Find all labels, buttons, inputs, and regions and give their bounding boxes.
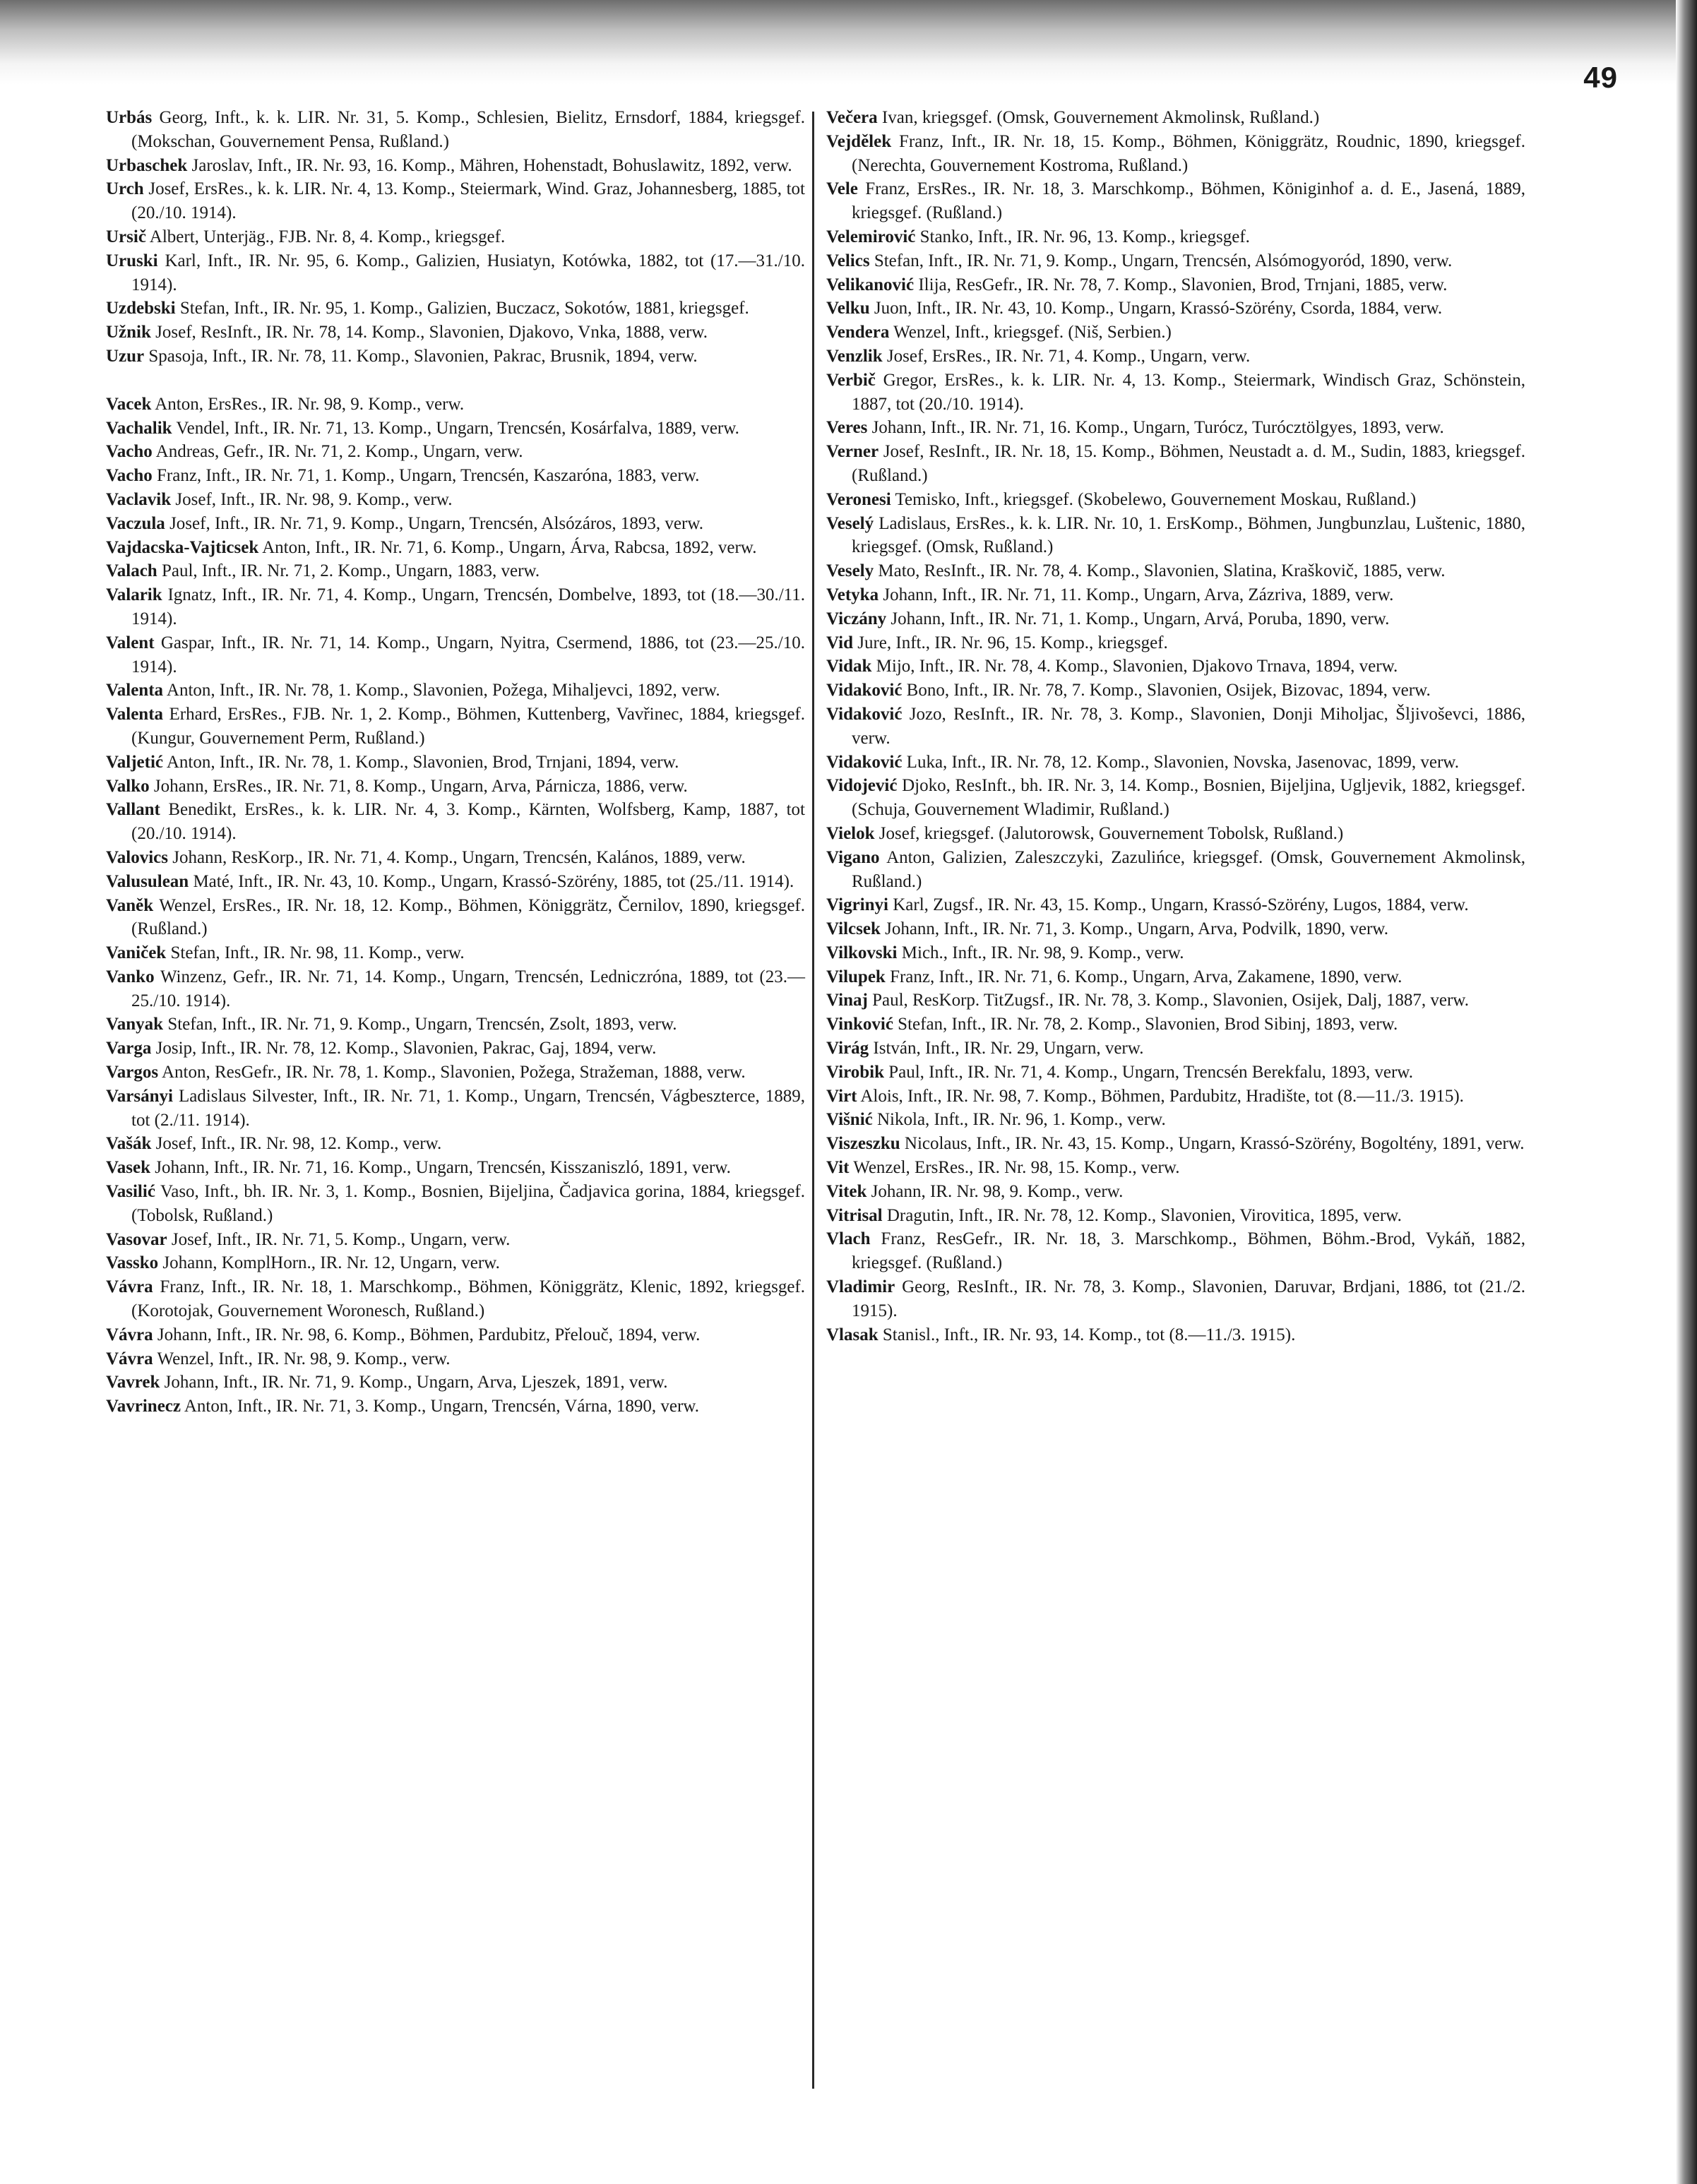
entry-surname: Uruski [106, 251, 158, 270]
roll-entry [826, 512, 1525, 560]
entry-surname: Viszeszku [826, 1134, 900, 1154]
entry-details: Georg, ResInft., IR. Nr. 78, 3. Komp., Slavonien, Daruvar, Brdjani, 1886, tot (21./2. 1915). [852, 1277, 1525, 1320]
roll-entry [826, 631, 1525, 655]
entry-details: Johann, IR. Nr. 98, 9. Komp., verw. [871, 1181, 1124, 1201]
entry-surname: Vid [826, 633, 853, 652]
entry-surname: Vacek [106, 394, 152, 414]
entry-details: Vaso, Inft., bh. IR. Nr. 3, 1. Komp., Bosnien, Bijeljina, Čadjavica gorina, 1884, kriegsgef. (Tobolsk, Rußland.) [131, 1182, 805, 1225]
entry-details: Anton, Inft., IR. Nr. 78, 1. Komp., Slavonien, Požega, Mihaljevci, 1892, verw. [166, 681, 720, 700]
entry-surname: Vigano [826, 847, 880, 867]
entry-details: Temisko, Inft., kriegsgef. (Skobelewo, Gouvernement Moskau, Rußland.) [895, 489, 1417, 509]
entry-details: Djoko, ResInft., bh. IR. Nr. 3, 14. Komp., Bosnien, Bijeljina, Ugljevik, 1882, kriegsgef. (Schuja, Gouvernement Wladimir, Rußland.) [852, 776, 1526, 820]
entry-surname: Urbás [106, 108, 153, 127]
entry-details: Stefan, Inft., IR. Nr. 78, 2. Komp., Slavonien, Brod Sibinj, 1893, verw. [898, 1015, 1398, 1034]
roll-entry [106, 1323, 805, 1347]
entry-details: Anton, Inft., IR. Nr. 71, 6. Komp., Ungarn, Árva, Rabcsa, 1892, verw. [262, 537, 757, 557]
entry-details: Benedikt, ErsRes., k. k. LIR. Nr. 4, 3. Komp., Kärnten, Wolfsberg, Kamp, 1887, tot (20./10. 1914). [131, 800, 805, 844]
entry-surname: Vigrinyi [826, 895, 888, 915]
entry-surname: Vassko [106, 1253, 159, 1273]
roll-entry [106, 965, 805, 1013]
roll-entry [106, 1251, 805, 1275]
entry-details: Johann, ResKorp., IR. Nr. 71, 4. Komp., Ungarn, Trencsén, Kalános, 1889, verw. [172, 847, 746, 867]
roll-entry [106, 106, 805, 154]
entry-details: Anton, Galizien, Zaleszczyki, Zazulińce, kriegsgef. (Omsk, Gouvernement Akmolinsk, Rußland.) [852, 847, 1525, 891]
roll-entry [826, 488, 1525, 512]
right-column [826, 106, 1525, 1347]
entry-surname: Vitrisal [826, 1205, 883, 1225]
roll-entry [826, 1323, 1525, 1347]
entry-surname: Vlasak [826, 1325, 879, 1344]
entry-surname: Velku [826, 299, 870, 318]
roll-entry [106, 559, 805, 583]
entry-details: Albert, Unterjäg., FJB. Nr. 8, 4. Komp., kriegsgef. [149, 227, 506, 246]
entry-details: Johann, Inft., IR. Nr. 71, 11. Komp., Ungarn, Arva, Zázriva, 1889, verw. [883, 585, 1394, 604]
entry-surname: Virobik [826, 1062, 884, 1082]
entry-details: Franz, ResGefr., IR. Nr. 18, 3. Marschkomp., Böhmen, Böhm.-Brod, Vykáň, 1882, kriegsgef. (Rußland.) [852, 1229, 1525, 1273]
entry-surname: Urbaschek [106, 155, 188, 175]
entry-details: Mijo, Inft., IR. Nr. 78, 4. Komp., Slavonien, Djakovo Trnava, 1894, verw. [876, 657, 1398, 676]
roll-entry [106, 297, 805, 321]
page-number: 49 [1583, 61, 1618, 94]
roll-entry [106, 1371, 805, 1395]
roll-entry [826, 297, 1525, 321]
roll-entry [106, 1061, 805, 1085]
roll-entry [826, 703, 1525, 751]
roll-entry [826, 989, 1525, 1013]
entry-details: Anton, ResGefr., IR. Nr. 78, 1. Komp., Slavonien, Požega, Stražeman, 1888, verw. [161, 1063, 746, 1082]
entry-details: Anton, Inft., IR. Nr. 71, 3. Komp., Ungarn, Trencsén, Várna, 1890, verw. [184, 1397, 699, 1416]
entry-details: Ignatz, Inft., IR. Nr. 71, 4. Komp., Ungarn, Trencsén, Dombelve, 1893, tot (18.—30./11. 1914). [131, 585, 805, 628]
entry-details: Stefan, Inft., IR. Nr. 71, 9. Komp., Ungarn, Trencsén, Zsolt, 1893, verw. [167, 1015, 677, 1034]
roll-entry [106, 870, 805, 894]
roll-entry [826, 273, 1525, 297]
entry-surname: Verbič [826, 370, 876, 390]
entry-details: Wenzel, ErsRes., IR. Nr. 18, 12. Komp., Böhmen, Königgrätz, Černilov, 1890, kriegsgef. (Rußland.) [131, 895, 805, 939]
roll-entry [826, 751, 1525, 775]
entry-surname: Vasovar [106, 1229, 167, 1249]
entry-surname: Valarik [106, 585, 162, 605]
entry-surname: Vit [826, 1158, 850, 1178]
entry-surname: Valovics [106, 847, 168, 867]
entry-details: Alois, Inft., IR. Nr. 98, 7. Komp., Böhmen, Pardubitz, Hradište, tot (8.—11./3. 1915). [860, 1086, 1464, 1106]
entry-surname: Veronesi [826, 489, 891, 509]
roll-entry [826, 177, 1525, 225]
roll-entry [826, 655, 1525, 679]
roll-entry [106, 679, 805, 703]
entry-surname: Vasek [106, 1158, 150, 1178]
entry-surname: Valent [106, 633, 155, 652]
entry-surname: Vargos [106, 1063, 159, 1082]
entry-surname: Veres [826, 418, 868, 438]
roll-entry [106, 1037, 805, 1061]
roll-entry [106, 1347, 805, 1371]
roll-entry [826, 1275, 1525, 1323]
entry-surname: Vachalik [106, 418, 172, 438]
entry-details: Ivan, kriegsgef. (Omsk, Gouvernement Akmolinsk, Rußland.) [881, 108, 1320, 127]
entry-surname: Večera [826, 108, 878, 127]
roll-entry [106, 1132, 805, 1156]
entry-surname: Vielok [826, 823, 875, 843]
entry-surname: Vidaković [826, 704, 903, 724]
entry-details: Josef, ResInft., IR. Nr. 78, 14. Komp., Slavonien, Djakovo, Vnka, 1888, verw. [155, 323, 708, 342]
entry-details: Nicolaus, Inft., IR. Nr. 43, 15. Komp., Ungarn, Krassó-Szörény, Bogoltény, 1891, verw. [904, 1134, 1525, 1154]
roll-entry [826, 321, 1525, 345]
entry-surname: Vašák [106, 1134, 152, 1154]
entry-surname: Vetyka [826, 585, 879, 604]
entry-surname: Vanko [106, 967, 155, 986]
entry-surname: Valenta [106, 681, 164, 700]
entry-details: Johann, Inft., IR. Nr. 71, 3. Komp., Ungarn, Arva, Podvilk, 1890, verw. [885, 919, 1388, 939]
roll-entry [106, 417, 805, 441]
entry-details: Josef, Inft., IR. Nr. 98, 12. Komp., verw. [155, 1134, 442, 1154]
roll-entry [106, 440, 805, 464]
entry-details: Wenzel, Inft., IR. Nr. 98, 9. Komp., verw. [157, 1349, 451, 1368]
roll-entry [826, 917, 1525, 941]
roll-entry [826, 1204, 1525, 1228]
entry-details: Franz, Inft., IR. Nr. 71, 1. Komp., Ungarn, Trencsén, Kaszaróna, 1883, verw. [157, 466, 700, 486]
entry-details: Mato, ResInft., IR. Nr. 78, 4. Komp., Slavonien, Slatina, Kraškovič, 1885, verw. [878, 561, 1446, 581]
entry-details: Josef, kriegsgef. (Jalutorowsk, Gouvernement Tobolsk, Rußland.) [879, 823, 1344, 843]
entry-details: Anton, Inft., IR. Nr. 78, 1. Komp., Slavonien, Brod, Trnjani, 1894, verw. [166, 752, 679, 772]
roll-entry [106, 321, 805, 345]
entry-surname: Vinaj [826, 991, 868, 1010]
entry-surname: Vacho [106, 466, 153, 486]
entry-surname: Uzdebski [106, 299, 176, 318]
entry-surname: Užnik [106, 323, 151, 342]
entry-details: Wenzel, ErsRes., IR. Nr. 98, 15. Komp., verw. [853, 1158, 1180, 1178]
entry-details: Franz, Inft., IR. Nr. 71, 6. Komp., Ungarn, Arva, Zakamene, 1890, verw. [890, 967, 1403, 986]
entry-details: Franz, Inft., IR. Nr. 18, 15. Komp., Böhmen, Königgrätz, Roudnic, 1890, kriegsgef. (Nerechta, Gouvernement Kostroma, Rußland.) [852, 131, 1525, 175]
entry-details: Josef, ErsRes., k. k. LIR. Nr. 4, 13. Komp., Steiermark, Wind. Graz, Johannesberg, 1885, tot (20./10. 1914). [131, 179, 805, 223]
entry-surname: Viczány [826, 609, 887, 628]
entry-surname: Virág [826, 1039, 869, 1058]
entry-surname: Vele [826, 179, 858, 199]
roll-entry [106, 1085, 805, 1133]
entry-surname: Virt [826, 1086, 857, 1106]
entry-details: Paul, ResKorp. TitZugsf., IR. Nr. 78, 3. Komp., Slavonien, Osijek, Dalj, 1887, verw. [872, 991, 1469, 1010]
left-column [106, 106, 805, 1419]
entry-details: Mich., Inft., IR. Nr. 98, 9. Komp., verw. [901, 943, 1184, 962]
entry-surname: Vacho [106, 442, 153, 462]
entry-details: Josef, ErsRes., IR. Nr. 71, 4. Komp., Ungarn, verw. [886, 346, 1251, 366]
entry-surname: Vasilić [106, 1182, 155, 1202]
roll-entry [826, 130, 1525, 178]
entry-details: Winzenz, Gefr., IR. Nr. 71, 14. Komp., Ungarn, Trencsén, Ledniczróna, 1889, tot (23.—25./10. 1914). [131, 967, 805, 1010]
roll-entry [826, 345, 1525, 369]
roll-entry [826, 965, 1525, 989]
entry-details: Andreas, Gefr., IR. Nr. 71, 2. Komp., Ungarn, verw. [155, 442, 523, 462]
roll-entry [106, 512, 805, 536]
entry-details: Johann, Inft., IR. Nr. 71, 1. Komp., Ungarn, Arvá, Poruba, 1890, verw. [891, 609, 1390, 628]
entry-details: Paul, Inft., IR. Nr. 71, 2. Komp., Ungarn, 1883, verw. [161, 561, 540, 581]
entry-details: Stefan, Inft., IR. Nr. 71, 9. Komp., Ungarn, Trencsén, Alsómogyoród, 1890, verw. [874, 251, 1453, 270]
entry-surname: Vaniček [106, 943, 167, 963]
entry-surname: Veselý [826, 513, 874, 533]
entry-details: Stefan, Inft., IR. Nr. 98, 11. Komp., verw. [170, 943, 465, 963]
entry-details: Gregor, ErsRes., k. k. LIR. Nr. 4, 13. Komp., Steiermark, Windisch Graz, Schönstein, 1887, tot (20./10. 1914). [852, 370, 1526, 414]
roll-entry [826, 583, 1525, 607]
roll-entry [826, 1227, 1525, 1275]
entry-details: Anton, ErsRes., IR. Nr. 98, 9. Komp., verw. [155, 394, 465, 414]
roll-entry [106, 703, 805, 751]
entry-details: Josef, Inft., IR. Nr. 71, 5. Komp., Ungarn, verw. [171, 1229, 511, 1249]
entry-details: Gaspar, Inft., IR. Nr. 71, 14. Komp., Ungarn, Nyitra, Csermend, 1886, tot (23.—25./10. 1914). [131, 633, 805, 676]
entry-surname: Vilcsek [826, 919, 881, 939]
entry-details: Karl, Inft., IR. Nr. 95, 6. Komp., Galizien, Husiatyn, Kotówka, 1882, tot (17.—31./10. 1914). [131, 251, 805, 294]
roll-entry [106, 846, 805, 870]
roll-entry [826, 416, 1525, 440]
entry-surname: Vaclavik [106, 489, 172, 509]
entry-surname: Vávra [106, 1325, 153, 1344]
roll-entry [106, 1228, 805, 1252]
roll-entry [826, 440, 1525, 488]
entry-details: Luka, Inft., IR. Nr. 78, 12. Komp., Slavonien, Novska, Jasenovac, 1899, verw. [906, 752, 1459, 772]
roll-entry [106, 583, 805, 631]
entry-details: Dragutin, Inft., IR. Nr. 78, 12. Komp., Slavonien, Virovitica, 1895, verw. [886, 1205, 1402, 1225]
entry-details: Johann, ErsRes., IR. Nr. 71, 8. Komp., Ungarn, Arva, Párnicza, 1886, verw. [153, 776, 688, 796]
entry-surname: Vajdacska-Vajticsek [106, 537, 259, 557]
entry-surname: Venzlik [826, 346, 883, 366]
entry-details: István, Inft., IR. Nr. 29, Ungarn, verw. [873, 1039, 1144, 1058]
roll-entry [826, 941, 1525, 965]
entry-surname: Vaczula [106, 513, 165, 533]
entry-details: Josef, Inft., IR. Nr. 98, 9. Komp., verw. [175, 489, 453, 509]
roll-entry [826, 225, 1525, 249]
entry-details: Ladislaus, ErsRes., k. k. LIR. Nr. 10, 1. ErsKomp., Böhmen, Jungbunzlau, Luštenic, 1880, kriegsgef. (Omsk, Rußland.) [852, 513, 1526, 557]
roll-entry [826, 1156, 1525, 1180]
section-gap [106, 369, 805, 393]
entry-surname: Varga [106, 1039, 152, 1058]
entry-surname: Uzur [106, 346, 145, 366]
entry-surname: Vladimir [826, 1277, 895, 1297]
roll-entry [826, 822, 1525, 846]
roll-entry [826, 1013, 1525, 1037]
entry-surname: Valenta [106, 705, 164, 724]
roll-entry [106, 536, 805, 560]
roll-entry [106, 345, 805, 369]
roll-entry [106, 154, 805, 178]
roll-entry [106, 894, 805, 942]
entry-surname: Vidaković [826, 752, 903, 772]
entry-surname: Valjetić [106, 752, 163, 772]
entry-details: Ilija, ResGefr., IR. Nr. 78, 7. Komp., Slavonien, Brod, Trnjani, 1885, verw. [918, 275, 1448, 294]
entry-details: Jaroslav, Inft., IR. Nr. 93, 16. Komp., Mähren, Hohenstadt, Bohuslawitz, 1892, verw. [191, 155, 792, 175]
entry-details: Paul, Inft., IR. Nr. 71, 4. Komp., Ungarn, Trencsén Berekfalu, 1893, verw. [888, 1062, 1413, 1082]
roll-entry [826, 1085, 1525, 1109]
entry-details: Josef, ResInft., IR. Nr. 18, 15. Komp., Böhmen, Neustadt a. d. M., Sudin, 1883, kriegsgef. (Rußland.) [852, 442, 1525, 485]
entry-surname: Vilkovski [826, 943, 898, 962]
entry-details: Juon, Inft., IR. Nr. 43, 10. Komp., Ungarn, Krassó-Szörény, Csorda, 1884, verw. [874, 299, 1443, 318]
entry-details: Vendel, Inft., IR. Nr. 71, 13. Komp., Ungarn, Trencsén, Kosárfalva, 1889, verw. [176, 418, 739, 438]
entry-surname: Vilupek [826, 967, 886, 986]
roll-entry [826, 1061, 1525, 1085]
entry-details: Spasoja, Inft., IR. Nr. 78, 11. Komp., Slavonien, Pakrac, Brusnik, 1894, verw. [148, 346, 698, 366]
entry-details: Johann, Inft., IR. Nr. 71, 16. Komp., Ungarn, Trencsén, Kisszaniszló, 1891, verw. [155, 1158, 731, 1178]
roll-entry [106, 941, 805, 965]
entry-surname: Vinković [826, 1015, 893, 1034]
entry-surname: Urch [106, 179, 144, 199]
entry-surname: Vávra [106, 1349, 153, 1368]
entry-details: Nikola, Inft., IR. Nr. 96, 1. Komp., verw. [877, 1110, 1166, 1130]
entry-surname: Vidak [826, 657, 872, 676]
entry-details: Johann, KomplHorn., IR. Nr. 12, Ungarn, verw. [162, 1253, 500, 1273]
entry-surname: Vavrinecz [106, 1397, 181, 1416]
entry-surname: Ursič [106, 227, 146, 246]
roll-entry [826, 1108, 1525, 1132]
entry-details: Johann, Inft., IR. Nr. 71, 16. Komp., Ungarn, Turócz, Turócztölgyes, 1893, verw. [871, 418, 1444, 438]
roll-entry [106, 1013, 805, 1037]
roll-entry [826, 774, 1525, 822]
roll-entry [106, 1156, 805, 1180]
entry-details: Maté, Inft., IR. Nr. 43, 10. Komp., Ungarn, Krassó-Szörény, 1885, tot (25./11. 1914). [193, 871, 794, 891]
roll-entry [826, 249, 1525, 273]
entry-surname: Vallant [106, 800, 160, 820]
entry-details: Ladislaus Silvester, Inft., IR. Nr. 71, 1. Komp., Ungarn, Trencsén, Vágbeszterce, 1889, tot (2./11. 1914). [131, 1086, 805, 1130]
roll-entry [826, 559, 1525, 583]
entry-surname: Višnić [826, 1110, 873, 1130]
entry-details: Franz, ErsRes., IR. Nr. 18, 3. Marschkomp., Böhmen, Königinhof a. d. E., Jasená, 1889, kriegsgef. (Rußland.) [852, 179, 1525, 223]
entry-surname: Vejdělek [826, 131, 892, 151]
roll-entry [826, 1180, 1525, 1204]
roll-entry [106, 177, 805, 225]
entry-surname: Velikanović [826, 275, 915, 294]
entry-details: Bono, Inft., IR. Nr. 78, 7. Komp., Slavonien, Osijek, Bizovac, 1894, verw. [906, 681, 1431, 700]
roll-entry [106, 1180, 805, 1228]
roll-entry [826, 369, 1525, 417]
entry-surname: Vitek [826, 1181, 867, 1201]
entry-details: Erhard, ErsRes., FJB. Nr. 1, 2. Komp., Böhmen, Kuttenberg, Vavřinec, 1884, kriegsgef. (Kungur, Gouvernement Perm, Rußland.) [131, 705, 806, 748]
entry-details: Stanisl., Inft., IR. Nr. 93, 14. Komp., tot (8.—11./3. 1915). [882, 1325, 1296, 1344]
entry-surname: Vávra [106, 1277, 153, 1297]
entry-details: Franz, Inft., IR. Nr. 18, 1. Marschkomp., Böhmen, Königgrätz, Klenic, 1892, kriegsgef. (Korotojak, Gouvernement Woronesch, Rußland.) [131, 1277, 805, 1321]
entry-details: Karl, Zugsf., IR. Nr. 43, 15. Komp., Ungarn, Krassó-Szörény, Lugos, 1884, verw. [893, 895, 1469, 915]
entry-surname: Vendera [826, 323, 890, 342]
entry-details: Josip, Inft., IR. Nr. 78, 12. Komp., Slavonien, Pakrac, Gaj, 1894, verw. [155, 1039, 657, 1058]
roll-entry [826, 106, 1525, 130]
entry-details: Johann, Inft., IR. Nr. 98, 6. Komp., Böhmen, Pardubitz, Přelouč, 1894, verw. [157, 1325, 701, 1344]
roll-entry [106, 631, 805, 679]
roll-entry [826, 1132, 1525, 1156]
entry-surname: Vidojević [826, 776, 898, 796]
entry-details: Jozo, ResInft., IR. Nr. 78, 3. Komp., Slavonien, Donji Miholjac, Šljivoševci, 1886, verw. [852, 704, 1526, 748]
entry-surname: Velics [826, 251, 870, 270]
column-divider [812, 112, 814, 2089]
roll-entry [106, 488, 805, 512]
entry-details: Wenzel, Inft., kriegsgef. (Niš, Serbien.) [893, 323, 1172, 342]
entry-details: Jure, Inft., IR. Nr. 96, 15. Komp., kriegsgef. [857, 633, 1168, 652]
roll-entry [826, 846, 1525, 894]
roll-entry [106, 1275, 805, 1323]
entry-details: Stefan, Inft., IR. Nr. 95, 1. Komp., Galizien, Buczacz, Sokotów, 1881, kriegsgef. [179, 299, 749, 318]
entry-surname: Vaněk [106, 895, 154, 915]
entry-surname: Verner [826, 442, 879, 462]
entry-surname: Valusulean [106, 871, 189, 891]
roll-entry [106, 249, 805, 297]
entry-details: Josef, Inft., IR. Nr. 71, 9. Komp., Ungarn, Trencsén, Alsózáros, 1893, verw. [169, 513, 703, 533]
entry-details: Georg, Inft., k. k. LIR. Nr. 31, 5. Komp., Schlesien, Bielitz, Ernsdorf, 1884, kriegsgef. (Mokschan, Gouvernement Pensa, Rußland.) [131, 108, 805, 151]
entry-surname: Valach [106, 561, 157, 581]
entry-surname: Vesely [826, 561, 874, 581]
scan-shadow-top [0, 0, 1697, 85]
roll-entry [826, 893, 1525, 917]
entry-surname: Velemirović [826, 227, 916, 246]
entry-surname: Vavrek [106, 1373, 160, 1392]
roll-entry [106, 775, 805, 799]
roll-entry [106, 225, 805, 249]
roll-entry [826, 607, 1525, 631]
roll-entry [826, 679, 1525, 703]
roll-entry [106, 1395, 805, 1419]
entry-surname: Vanyak [106, 1015, 164, 1034]
entry-surname: Vlach [826, 1229, 871, 1249]
roll-entry [826, 1037, 1525, 1061]
entry-surname: Vidaković [826, 681, 903, 700]
roll-entry [106, 751, 805, 775]
entry-surname: Valko [106, 776, 150, 796]
roll-entry [106, 464, 805, 488]
roll-entry [106, 393, 805, 417]
entry-details: Johann, Inft., IR. Nr. 71, 9. Komp., Ungarn, Arva, Ljeszek, 1891, verw. [164, 1373, 668, 1392]
entry-details: Stanko, Inft., IR. Nr. 96, 13. Komp., kriegsgef. [919, 227, 1250, 246]
roll-entry [106, 798, 805, 846]
entry-surname: Varsányi [106, 1086, 173, 1106]
scan-shadow-right [1676, 0, 1697, 2184]
